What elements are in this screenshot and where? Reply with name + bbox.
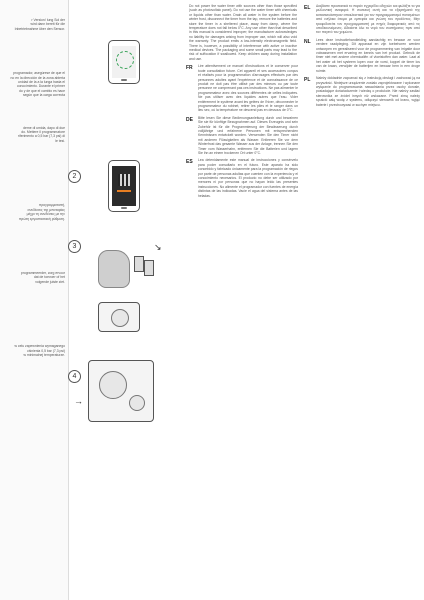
language-code: ES	[186, 159, 193, 166]
left-paragraph: deme di umida, dapo di due do. Mettere il programmatore riferimento a 0,5 bar (7,3 psi) di le tesi.	[17, 125, 65, 143]
language-code: DE	[186, 116, 193, 123]
section-text: Lire attentivement ce manuel d'instructions et le conserver pour toute consultation future. Cet appareil et ses accessoires conçus et réalisés pour la programmation d'arrosages effectués par des personnes adultes ayant l'expérience et de connaissance de ce produit ne doit pas être utilisé par des mineurs ou par toute personne ne comprenant pas ces instructions. Ne pas alimenter le programmateur avec des sources différentes de celles indiquées. Ne pas utiliser avec des liquides autres que l'eau. Vider entièrement le système avant les gelées de l'hiver, déconnecter le programmateur du robinet, retirer les piles et le ranger dans un lieu sec, où la température ne descend pas en dessous de 0°C.	[198, 64, 299, 113]
step-number: 2	[68, 170, 81, 183]
step-1	[68, 40, 172, 160]
section-es	[186, 158, 300, 198]
hand-illustration	[98, 250, 130, 288]
illustration-column	[68, 0, 172, 600]
smartphone-illustration	[108, 160, 140, 212]
intro-paragraph: Do not power the water timer with sources other than those specified (such as photovoltaic panel). Do not use the water timer with chemicals or liquids other than water. Drain all water in the system before the winter frost, disconnect the timer from the tap, remove the batteries and store the timer in a sheltered place, away from damp, where the temperature does not fall below 0°C. Any use other than that described in this manual is considered improper; the manufacturer acknowledges no liability for damages arising from improper use, which will also void the warranty. The product emits a low-intensity electromagnetic field. There is, however, a possibility of interference with active or inactive medical devices. The packaging and some small parts may lead to the risk of suffocation if swallowed. Keep children away during installation and use.	[189, 4, 298, 61]
section-text: Należy dokładnie zapoznać się z instrukcją obsługi i zachować ją na przyszłość. Niniejsze urządzenie zostało zaprojektowane i wykonane wyłącznie do programowania nawadniania przez osoby dorosłe, posiadające doświadczenie i wiedzę o produkcie. Nie należy zasilać sterownika ze źródeł innych niż wskazane. Przed zimą należy spuścić całą wodę z systemu, odłączyć sterownik od kranu, wyjąć baterie i przechowywać w suchym miejscu.	[316, 76, 421, 107]
battery-icon	[134, 256, 144, 272]
step-number: 4	[68, 370, 81, 383]
left-paragraph: programador, asegúrese de que el no en la dirección de la zona abierta unidad de la a la lunga hasta el conocimiento. Durante el primer do y de que el cambio es hace según que la carga correcta	[10, 71, 65, 98]
step-number: 3	[68, 240, 81, 253]
language-code: PL	[304, 77, 311, 84]
left-text-column	[0, 0, 69, 600]
language-code: NL	[304, 38, 311, 45]
section-text: Διαβάστε προσεκτικά το παρόν εγχειρίδιο οδηγιών και φυλάξτε το για μελλοντική αναφορά. Η συσκευή αυτή και τα εξαρτήματά της κατασκευάστηκαν αποκλειστικά για τον προγραμματισμό ποτισμάτων από ενήλικα άτομα με εμπειρία και γνώση του προϊόντος. Μην τροφοδοτείτε τον προγραμματιστή με πηγές διαφορετικές από τις υποδεικνυόμενες. Αδειάστε όλο το νερό του συστήματος πριν από τον παγετό του χειμώνα.	[316, 4, 421, 35]
section-text: Lees deze instructiehandleiding aandachtig en bewaar ze voor verdere raadpleging. Dit apparaat en zijn toebehoren werden ontworpen en gerealiseerd voor de programmering van irrigatie door volwassenen met ervaring en kennis van het product. Gebruik de timer niet met andere chemicaliën of vloeistoffen dan water. Laat al het water uit het systeem lopen voor de vorst, koppel de timer los van de kraan, verwijder de batterijen en bewaar hem in een droge ruimte.	[316, 37, 421, 73]
left-paragraph: προγραμματιστή, συνδέσεις της μπαταρίας μέχρι τη συνδέσεις με την πρώτη εργοστασιακή ρύθμιση.	[18, 203, 65, 221]
section-el	[304, 4, 422, 35]
phone-screen	[112, 46, 136, 78]
arrow-icon: ↘	[154, 242, 162, 252]
left-paragraph: w celu zapewnienia wymaganego ciśnienia 0,5 bar (7,3 psi) w minimalnej temperaturze.	[14, 344, 65, 357]
smartphone-illustration	[108, 40, 140, 84]
timer-dial	[111, 309, 129, 327]
instructions-column-1	[186, 0, 300, 600]
section-fr	[186, 64, 300, 112]
scan-line	[117, 190, 131, 192]
loading-ring-icon	[116, 51, 134, 69]
qr-code-icon	[118, 174, 130, 186]
instructions-column-2	[304, 0, 422, 600]
tap-connector	[129, 395, 145, 411]
step-3	[68, 240, 172, 350]
timer-dial	[99, 371, 127, 399]
left-paragraph: r Version/ Iung Sol der wird dann bereit für die Inbetriebnahme über den Sensor.	[14, 18, 65, 31]
timer-device-illustration	[98, 302, 140, 332]
battery-icon	[144, 260, 154, 276]
phone-screen	[112, 166, 136, 206]
left-paragraph: programmeerder, zorg ervoor dat de toevoer of het volgende juiste ziet.	[20, 270, 65, 284]
section-pl	[304, 76, 422, 107]
section-text: Lea detenidamente este manual de instrucciones y consérvelo para poder consultarlo en el futuro. Este aparato ha sido concebido y fabricado únicamente para la programación de riegos por parte de personas adultas que cuenten con la experiencia y el conocimiento necesarios. El producto no debe ser utilizado por menores ni por personas que no hayan leído las presentes instrucciones. No alimente el programador con fuentes de energía distintas de las indicadas. Vacíe el agua del sistema antes de las heladas.	[198, 158, 299, 198]
phone-home-button	[121, 207, 127, 209]
step-4	[68, 360, 172, 470]
language-code: FR	[186, 65, 193, 72]
phone-home-button	[121, 79, 127, 81]
timer-device-illustration	[88, 360, 154, 422]
language-code: EL	[304, 5, 311, 11]
arrow-icon: →	[74, 396, 83, 406]
section-nl	[304, 38, 422, 73]
section-text: Bitte lesen Sie diese Bedienungsanleitung durch und bewahren Sie sie für künftige Bezugnahmen auf. Dieses Erzeugnis und sein Zubehör ist für die Programmierung der Bewässerung durch volljährige und erfahrene Personen mit entsprechenden Kenntnissen entwickelt worden. Verwenden Sie den Timer nicht mit anderen Flüssigkeiten als Wasser. Entleeren Sie vor dem Winterfrost das gesamte Wasser aus der Anlage, trennen Sie den Timer vom Wasserhahn, entfernen Sie die Batterien und lagern Sie ihn an einem trockenen Ort unter 0°C.	[198, 115, 299, 155]
section-de	[186, 116, 300, 156]
step-2	[68, 150, 172, 240]
